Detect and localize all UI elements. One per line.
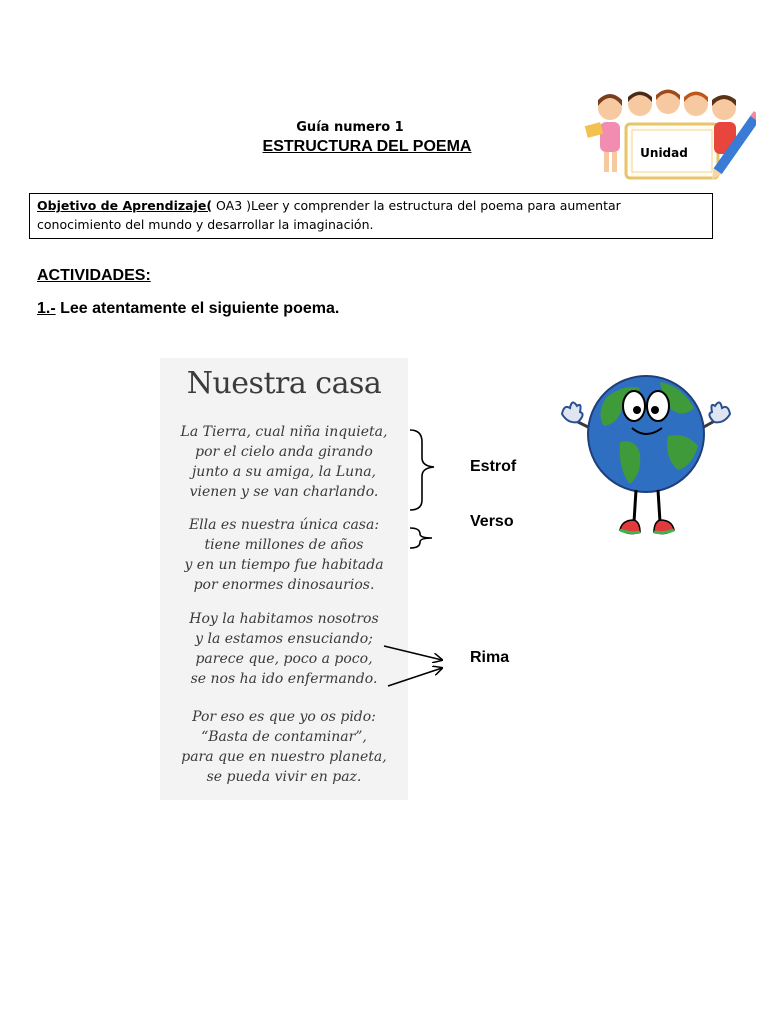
objective-label: Objetivo de Aprendizaje(	[37, 198, 213, 213]
instruction-number: 1.-	[37, 300, 56, 317]
poem-line: se nos ha ido enfermando.	[190, 671, 378, 687]
instruction-text: Lee atentamente el siguiente poema.	[55, 300, 340, 317]
stanza-brace	[410, 430, 434, 510]
guide-title: ESTRUCTURA DEL POEMA	[262, 138, 472, 155]
rhyme-arrow	[384, 646, 442, 660]
poem-line: se pueda vivir en paz.	[206, 769, 362, 785]
poem-line: Por eso es que yo os pido:	[192, 709, 376, 725]
poem-line: por el cielo anda girando	[195, 444, 373, 460]
rhyme-arrow	[388, 668, 442, 686]
shoe-right	[654, 520, 674, 534]
poem-line: vienen y se van charlando.	[189, 484, 379, 500]
poem-line: por enormes dinosaurios.	[193, 577, 375, 593]
unit-label: Unidad	[640, 146, 688, 160]
poem-line: Ella es nuestra única casa:	[188, 517, 380, 533]
poem-line: parece que, poco a poco,	[195, 651, 373, 667]
poem-line: para que en nuestro planeta,	[181, 749, 387, 765]
guide-number: Guía numero 1	[296, 120, 404, 135]
poem-line: tiene millones de años	[204, 537, 364, 553]
poem-line: y la estamos ensuciando;	[195, 631, 373, 647]
poem-title: Nuestra casa	[186, 366, 382, 401]
objective-text: OA3 )Leer y comprender la estructura del poema para aumentar conocimiento del mundo y desarrollar la imaginación.	[37, 198, 621, 232]
poem-line: La Tierra, cual niña inquieta,	[180, 424, 388, 440]
poem-line: junto a su amiga, la Luna,	[191, 464, 377, 480]
verse-annotation: Verso	[470, 513, 514, 530]
earth-mascot-illustration	[560, 366, 732, 546]
poem-line: “Basta de contaminar”,	[201, 729, 367, 745]
rhyme-annotation: Rima	[470, 649, 510, 666]
activities-heading: ACTIVIDADES:	[37, 267, 151, 284]
shoe-left	[620, 520, 640, 534]
verse-brace	[410, 528, 432, 548]
poem-line: Hoy la habitamos nosotros	[189, 611, 379, 627]
poem-line: y en un tiempo fue habitada	[184, 557, 384, 573]
stanza-annotation: Estrof	[470, 458, 517, 475]
